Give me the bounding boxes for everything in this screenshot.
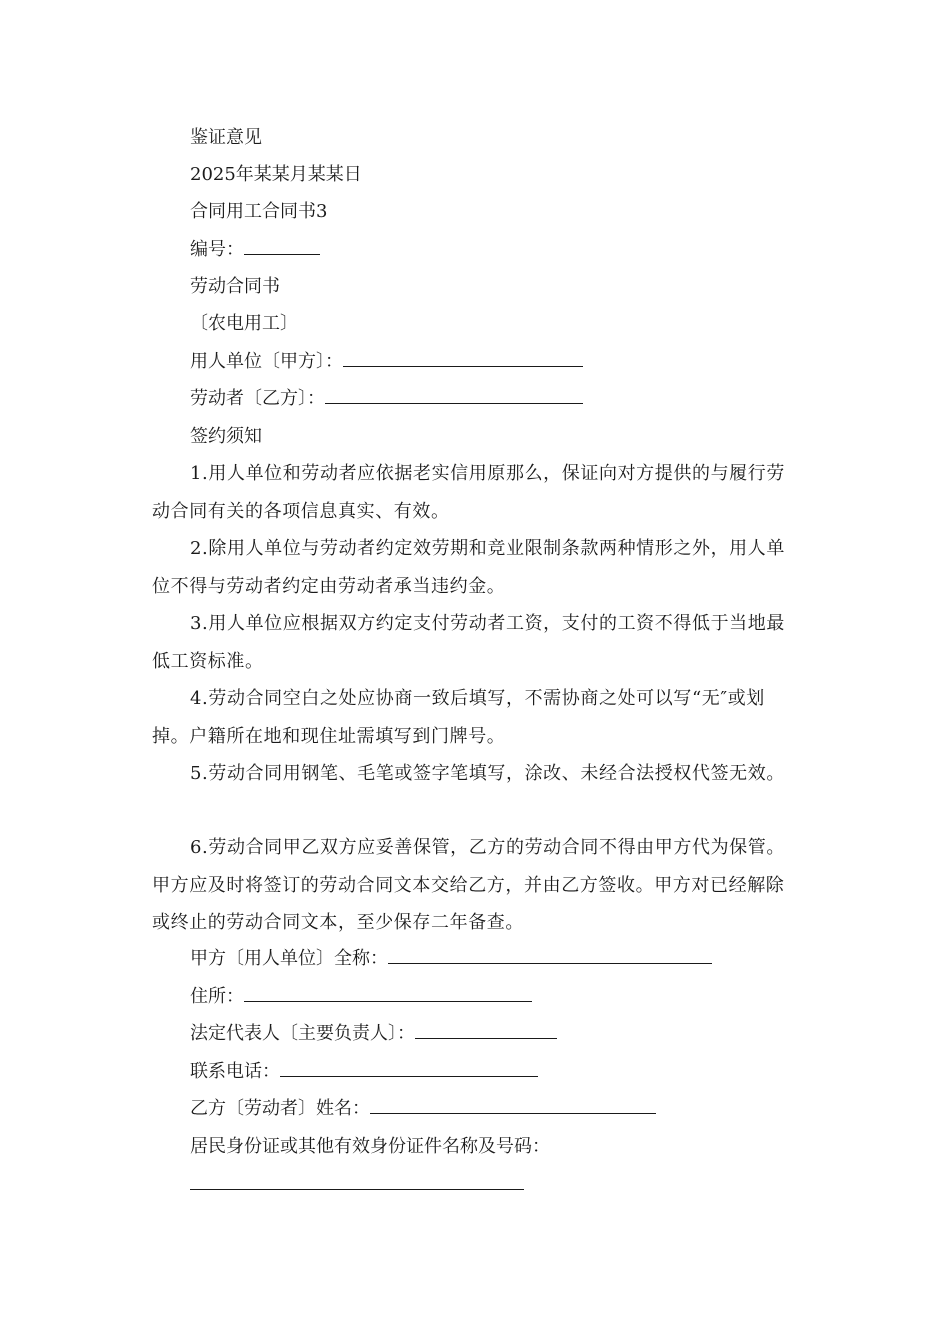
notice-item-6: 6.劳动合同甲乙双方应妥善保管，乙方的劳动合同不得由甲方代为保管。甲方应及时将签订的劳动合同文本交给乙方，并由乙方签收。甲方对已经解除或终止的劳动合同文本，至少保存二年备查。 [152, 837, 785, 933]
employer-blank [343, 352, 583, 367]
id-blank [190, 1188, 524, 1190]
notice-item-1: 1.用人单位和劳动者应依据老实信用原那么，保证向对方提供的与履行劳动合同有关的各项信息真实、有效。 [152, 463, 785, 522]
party-b-name-blank [370, 1099, 656, 1114]
party-a-name-label: 甲方〔用人单位〕全称： [190, 948, 388, 969]
address-row [190, 985, 532, 1009]
address-label: 住所： [190, 986, 244, 1007]
number-row [190, 238, 320, 262]
verify-opinion: 鉴证意见 [190, 127, 262, 148]
phone-label: 联系电话： [190, 1061, 280, 1082]
worker-blank [325, 389, 583, 404]
subtitle: 〔农电用工〕 [190, 313, 298, 334]
worker-label: 劳动者〔乙方〕： [190, 388, 325, 409]
book-title: 劳动合同书 [190, 276, 280, 297]
phone-row [190, 1060, 538, 1084]
party-b-name-label: 乙方〔劳动者〕姓名： [190, 1098, 370, 1119]
legal-rep-blank [415, 1024, 557, 1039]
phone-blank [280, 1062, 538, 1077]
contract-heading: 合同用工合同书3 [190, 201, 328, 222]
notice-item-3: 3.用人单位应根据双方约定支付劳动者工资，支付的工资不得低于当地最低工资标准。 [152, 613, 785, 672]
party-b-name-row [190, 1097, 656, 1121]
notice-item-5: 5.劳动合同用钢笔、毛笔或签字笔填写，涂改、未经合法授权代签无效。 [190, 763, 785, 784]
legal-rep-label: 法定代表人〔主要负责人〕： [190, 1023, 415, 1044]
address-blank [244, 987, 532, 1002]
notice-item-2: 2.除用人单位与劳动者约定效劳期和竞业限制条款两种情形之外，用人单位不得与劳动者约定由劳动者承当违约金。 [152, 538, 785, 597]
party-a-name-blank [388, 949, 712, 964]
id-label: 居民身份证或其他有效身份证件名称及号码： [190, 1136, 550, 1157]
worker-row [190, 387, 583, 411]
employer-label: 用人单位〔甲方〕： [190, 351, 343, 372]
date-line: 2025年某某月某某日 [190, 164, 362, 185]
notice-title: 签约须知 [190, 426, 262, 447]
party-a-name-row [190, 947, 712, 971]
number-label: 编号： [190, 239, 244, 260]
notice-item-4: 4.劳动合同空白之处应协商一致后填写，不需协商之处可以写“无″或划掉。户籍所在地和现住址需填写到门牌号。 [152, 688, 765, 747]
legal-rep-row [190, 1022, 557, 1046]
employer-row [190, 350, 583, 374]
number-blank [244, 240, 320, 255]
